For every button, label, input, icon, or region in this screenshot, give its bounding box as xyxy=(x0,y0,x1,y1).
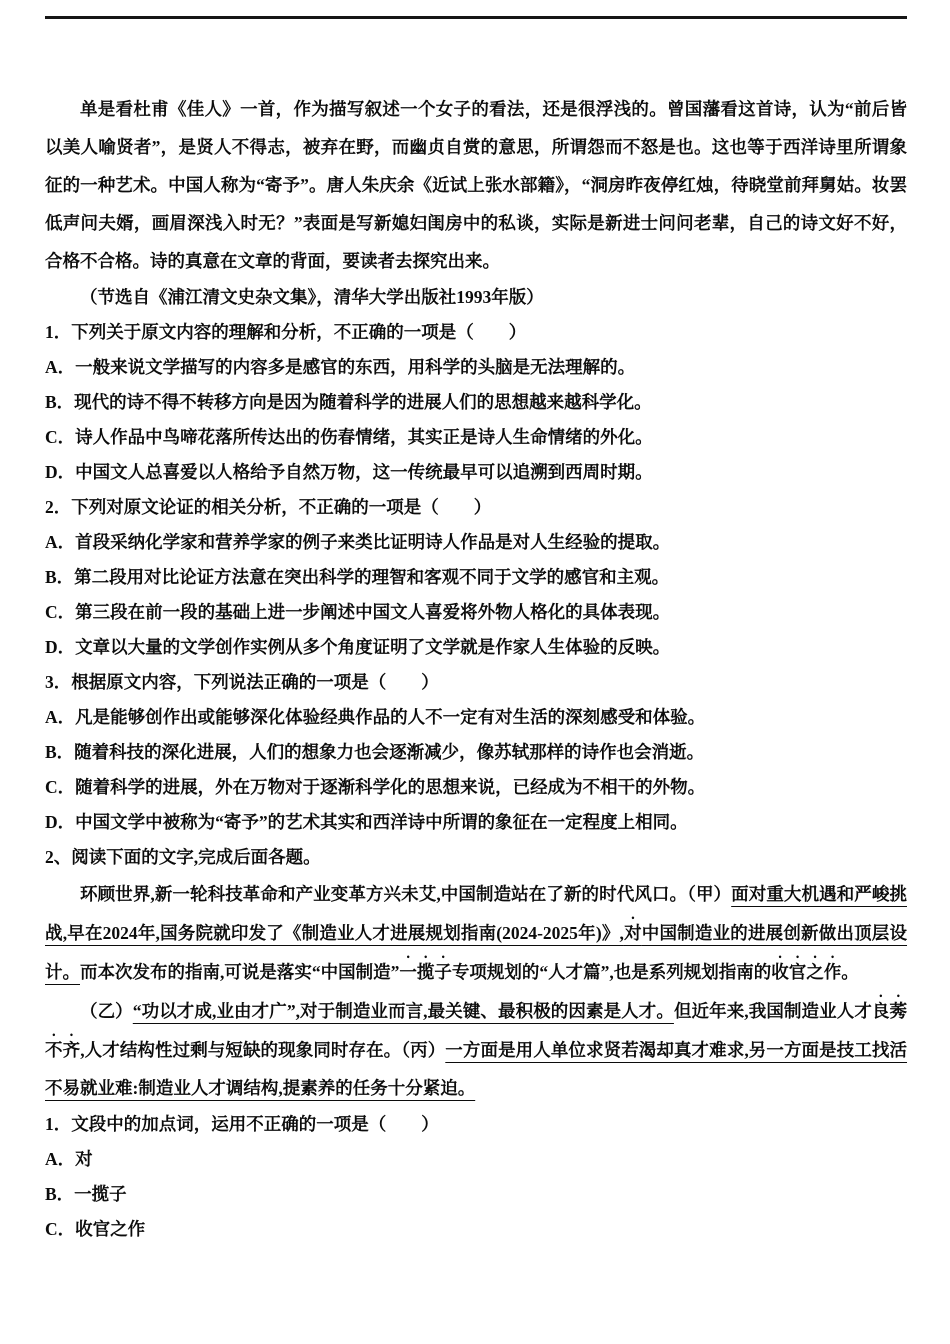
question-3-stem: 3．根据原文内容，下列说法正确的一项是（ ） xyxy=(45,672,439,692)
question-2-option-a: A．首段采纳化学家和营养学家的例子来类比证明诗人作品是对人生经验的提取。 xyxy=(45,532,671,552)
passage2-question-1-stem: 1．文段中的加点词，运用不正确的一项是（ ） xyxy=(45,1114,439,1134)
text-segment: 良莠不齐 xyxy=(45,1001,908,1060)
question-1-option-a: A．一般来说文学描写的内容多是感官的东西，用科学的头脑是无法理解的。 xyxy=(45,357,636,377)
question-2 xyxy=(45,490,907,665)
text-segment: ,人才结构性过剩与短缺的现象同时存在。（丙） xyxy=(80,1040,446,1060)
question-1-stem: 1．下列关于原文内容的理解和分析，不正确的一项是（ ） xyxy=(45,322,527,342)
question-3-option-d: D．中国文学中被称为“寄予”的艺术其实和西洋诗中所谓的象征在一定程度上相同。 xyxy=(45,812,688,832)
question-3 xyxy=(45,665,907,840)
text-segment: 一方面是用人单位求贤若渴却真才难求,另一方面是技工找活不易就业难:制造业人才调结构,提素养的任务十分紧迫。 xyxy=(45,1040,908,1098)
question-1-option-d: D．中国文人总喜爱以人格给予自然万物，这一传统最早可以追溯到西周时期。 xyxy=(45,462,653,482)
passage2-paragraph-1 xyxy=(45,875,907,991)
passage1-source: （节选自《浦江清文史杂文集》，清华大学出版社1993年版） xyxy=(80,287,544,307)
passage2-question-1-option-c: C．收官之作 xyxy=(45,1219,146,1239)
passage2-paragraph-2 xyxy=(45,991,907,1107)
text-segment: 专项规划的“人才篇”,也是系列规划指南的 xyxy=(451,962,772,982)
passage2-question-1-option-a: A．对 xyxy=(45,1149,93,1169)
text-segment: （乙） xyxy=(80,1001,133,1021)
text-segment: 环顾世界,新一轮科技革命和产业变革方兴未艾,中国制造站在了新的时代风口。（甲） xyxy=(80,884,732,904)
text-segment: “功以才成,业由才广”,对于制造业而言,最关键、最积极的因素是人才。 xyxy=(132,1001,674,1021)
text-segment: 对 xyxy=(623,923,642,943)
text-segment: 。 xyxy=(841,962,859,982)
passage2-question-1 xyxy=(45,1107,907,1247)
passage2-intro: 2、阅读下面的文字,完成后面各题。 xyxy=(45,847,321,867)
question-1-option-c: C．诗人作品中鸟啼花落所传达出的伤春情绪，其实正是诗人生命情绪的外化。 xyxy=(45,427,653,447)
question-1-option-b: B．现代的诗不得不转移方向是因为随着科学的进展人们的思想越来越科学化。 xyxy=(45,392,652,412)
question-2-stem: 2．下列对原文论证的相关分析，不正确的一项是（ ） xyxy=(45,497,492,517)
text-segment: 但近年来,我国制造业人才 xyxy=(673,1001,872,1021)
question-3-option-c: C．随着科学的进展，外在万物对于逐渐科学化的思想来说，已经成为不相干的外物。 xyxy=(45,777,706,797)
question-2-option-c: C．第三段在前一段的基础上进一步阐述中国文人喜爱将外物人格化的具体表现。 xyxy=(45,602,671,622)
text-segment: 收官之作 xyxy=(771,962,842,982)
text-segment: 而本次发布的指南,可说是落实“中国制造” xyxy=(80,962,400,982)
text-segment: 面对重大机遇和严峻挑战,早在2024年,国务院就印发了《制造业人才进展规划指南(2024-2025年)》, xyxy=(45,884,907,943)
passage1-paragraph: 单是看杜甫《佳人》一首，作为描写叙述一个女子的看法，还是很浮浅的。曾国藩看这首诗，认为“前后皆以美人喻贤者”，是贤人不得志，被弃在野，而幽贞自赏的意思，所谓怨而不怒是也。这也等于西洋诗里所谓象征的一种艺术。中国人称为“寄予”。唐人朱庆余《近试上张水部籍》，“洞房昨夜停红烛，待晓堂前拜舅姑。妆罢低声问夫婿，画眉深浅入时无？”表面是写新媳妇闺房中的私谈，实际是新进士问问老辈，自己的诗文好不好，合格不合格。诗的真意在文章的背面，要读者去探究出来。 xyxy=(45,99,907,271)
question-3-option-b: B．随着科技的深化进展，人们的想象力也会逐渐减少，像苏轼那样的诗作也会消逝。 xyxy=(45,742,705,762)
question-2-option-b: B．第二段用对比论证方法意在突出科学的理智和客观不同于文学的感官和主观。 xyxy=(45,567,670,587)
text-segment: 中国制造业的进展创新做出顶层设计。 xyxy=(45,923,908,982)
text-segment: 一揽子 xyxy=(399,962,452,982)
passage2-question-1-option-b: B．一揽子 xyxy=(45,1184,127,1204)
exam-content xyxy=(45,90,907,1247)
question-1 xyxy=(45,315,907,490)
header-rule xyxy=(45,16,907,19)
question-3-option-a: A．凡是能够创作出或能够深化体验经典作品的人不一定有对生活的深刻感受和体验。 xyxy=(45,707,706,727)
question-2-option-d: D．文章以大量的文学创作实例从多个角度证明了文学就是作家人生体验的反映。 xyxy=(45,637,671,657)
